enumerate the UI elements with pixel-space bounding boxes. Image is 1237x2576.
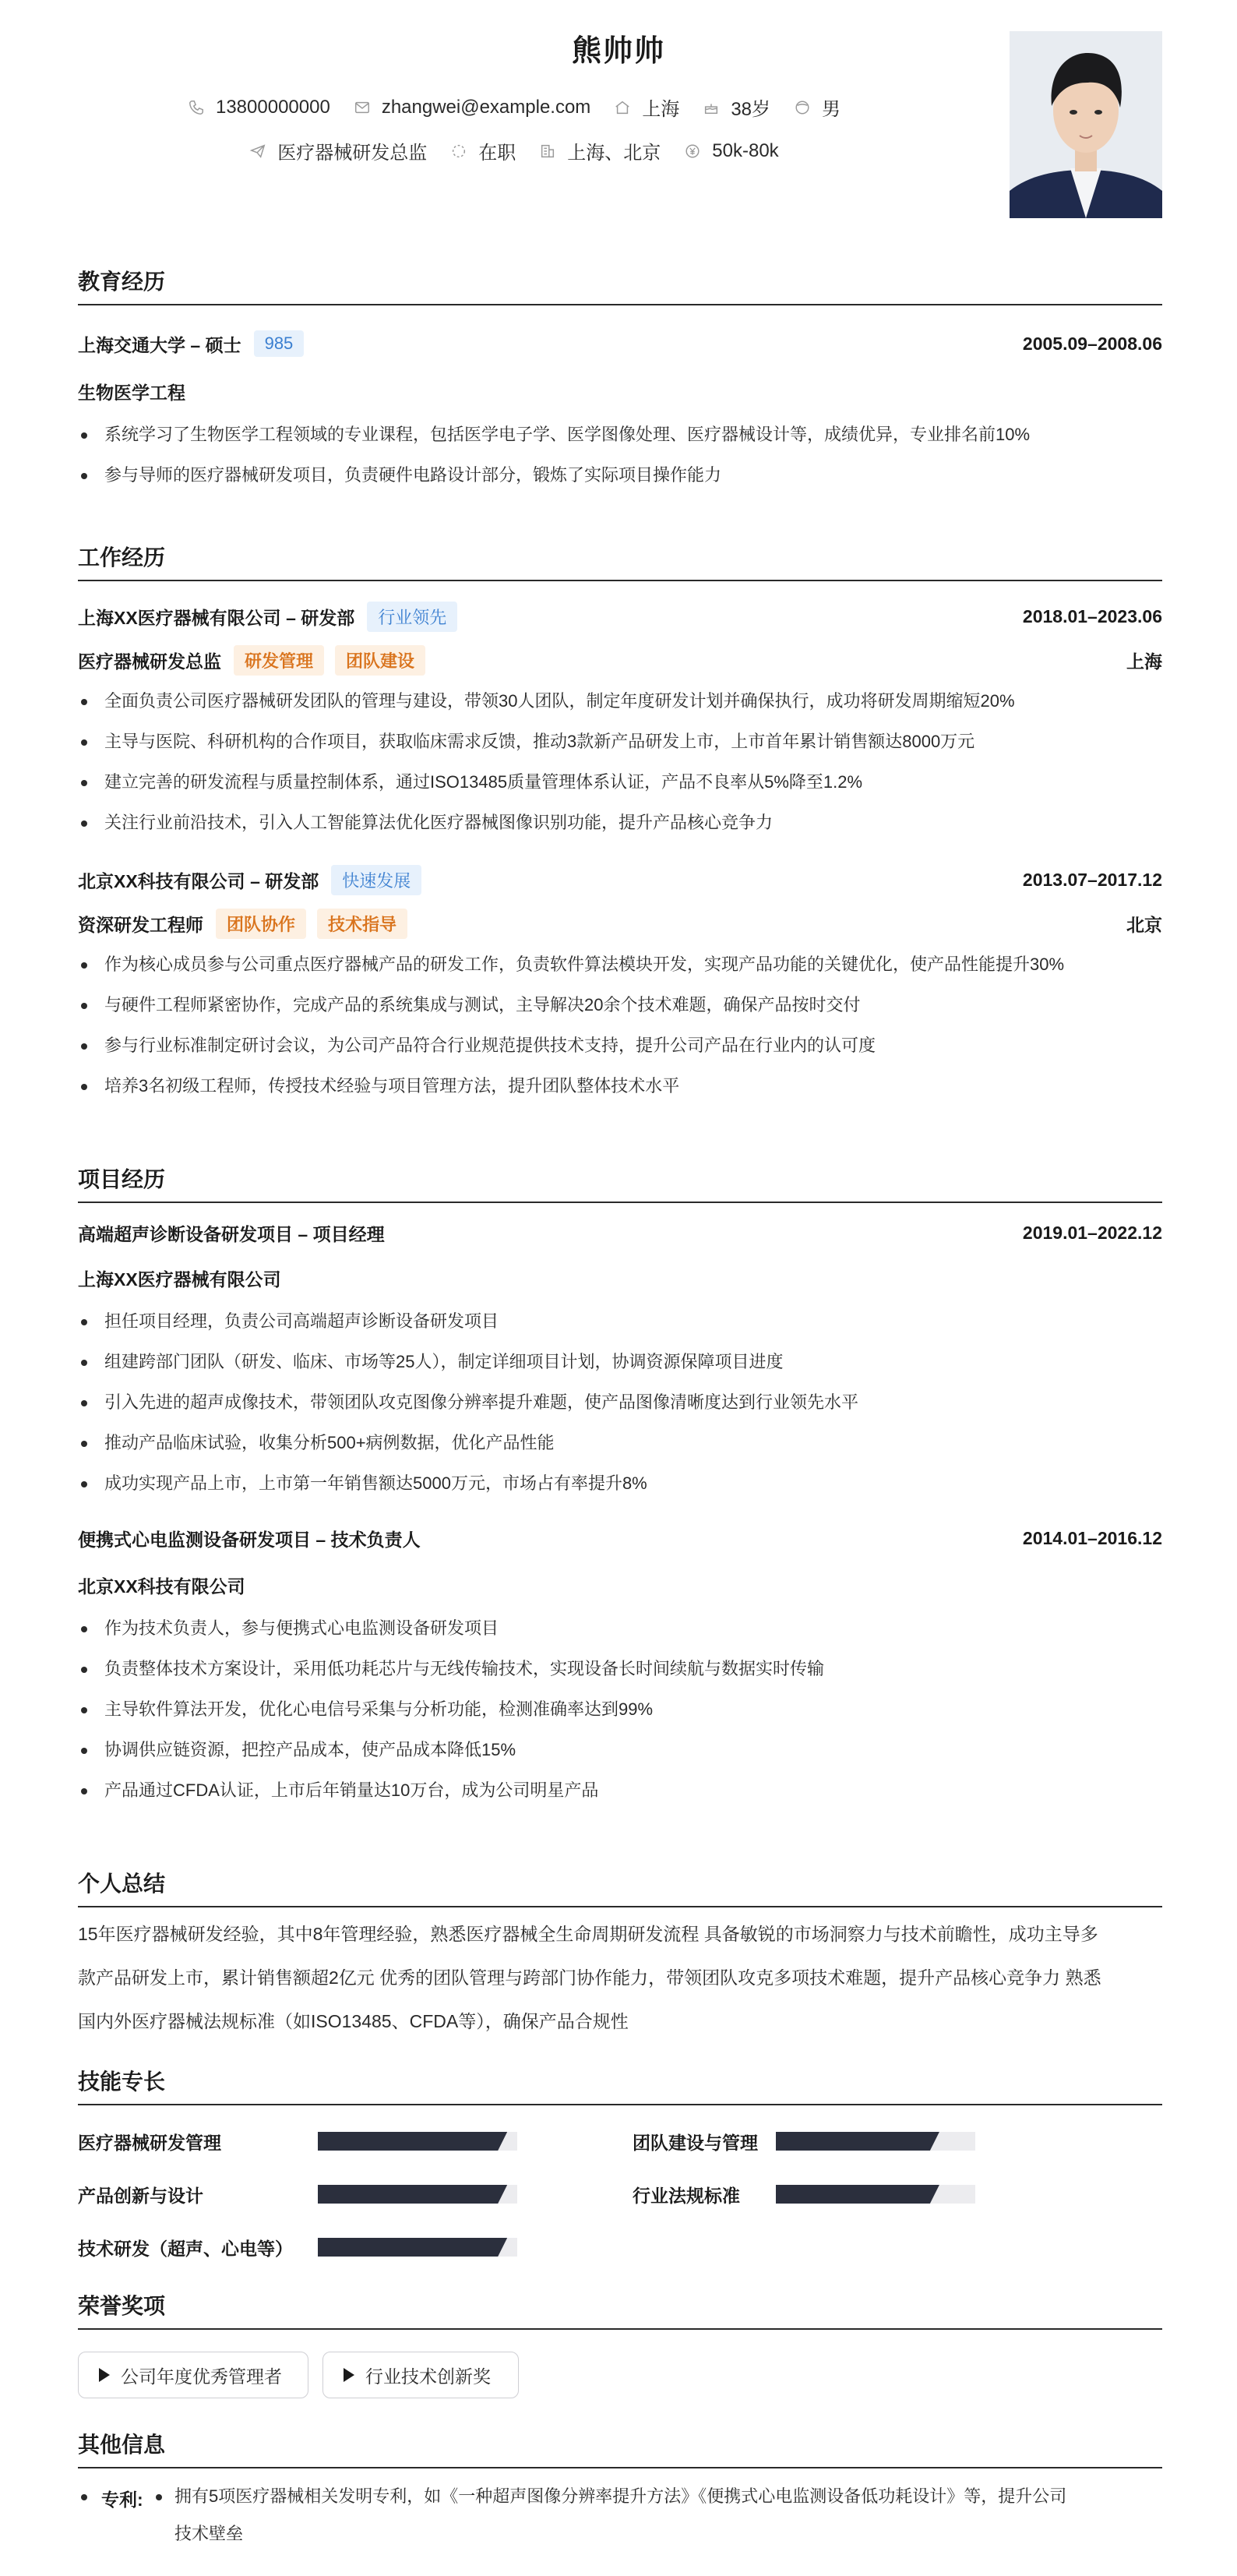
list-item: 培养3名初级工程师，传授技术经验与项目管理方法，提升团队整体技术水平 <box>78 1074 1162 1099</box>
building-icon <box>539 143 556 160</box>
skill-name: 医疗器械研发管理 <box>78 2133 221 2153</box>
job-role-row <box>78 645 1162 676</box>
list-item: 组建跨部门团队（研发、临床、市场等25人），制定详细项目计划，协调资源保障项目进度 <box>78 1350 1162 1374</box>
company-name: 北京XX科技有限公司 – 研发部 <box>78 871 319 891</box>
role-tag: 技术指导 <box>317 909 407 939</box>
position-text: 医疗器械研发总监 <box>277 143 428 164</box>
company-name: 上海XX医疗器械有限公司 – 研发部 <box>78 608 355 628</box>
target-city-item <box>539 137 661 164</box>
education-period: 2005.09–2008.06 <box>1022 333 1162 354</box>
honor-text: 行业技术创新奖 <box>365 2366 491 2387</box>
summary-line: 款产品研发上市，累计销售额超2亿元 优秀的团队管理与跨部门协作能力，带领团队攻克多项技术难题，提升产品核心竞争力 熟悉 <box>78 1967 1101 1988</box>
honor-badge <box>322 2352 519 2398</box>
skill-bar <box>318 2185 517 2204</box>
list-item: 推动产品临床试验，收集分析500+病例数据，优化产品性能 <box>78 1431 1162 1456</box>
summary-section <box>78 1867 1162 2054</box>
education-title: 教育经历 <box>78 265 1162 305</box>
education-section <box>78 265 1162 499</box>
list-item: 协调供应链资源，把控产品成本，使产品成本降低15% <box>78 1738 1162 1763</box>
project-period: 2014.01–2016.12 <box>1022 1528 1162 1548</box>
candidate-name: 熊帅帅 <box>571 35 665 68</box>
skill-fill <box>318 2132 507 2151</box>
profile-photo <box>1010 31 1162 218</box>
school-tag: 985 <box>254 330 305 357</box>
skill-name: 技术研发（超声、心电等） <box>78 2239 293 2259</box>
project-company-row <box>78 1265 1162 1291</box>
list-item: 作为技术负责人，参与便携式心电监测设备研发项目 <box>78 1616 1162 1641</box>
person-icon <box>794 99 811 116</box>
salary-text: 50k-80k <box>712 139 779 161</box>
work-title: 工作经历 <box>78 541 1162 581</box>
other-label: 专利: <box>101 2490 143 2510</box>
position-item <box>249 137 427 164</box>
email-text: zhangwei@example.com <box>381 96 591 118</box>
major-text: 生物医学工程 <box>78 383 185 403</box>
skill-fill <box>776 2185 939 2204</box>
other-title: 其他信息 <box>78 2428 1162 2468</box>
project-name: 高端超声诊断设备研发项目 – 项目经理 <box>78 1224 385 1244</box>
job-header-row <box>78 865 1162 895</box>
honor-text: 公司年度优秀管理者 <box>121 2366 282 2387</box>
job-role: 资深研发工程师 <box>78 915 203 935</box>
phone-icon <box>188 99 205 116</box>
honors-section <box>78 2289 1162 2414</box>
skills-section <box>78 2065 1162 2275</box>
list-item: 参与导师的医疗器械研发项目，负责硬件电路设计部分，锻炼了实际项目操作能力 <box>78 463 1162 488</box>
cake-icon <box>703 99 720 116</box>
skill-fill <box>776 2132 939 2151</box>
other-line: 技术壁垒 <box>174 2524 244 2543</box>
summary-line: 国内外医疗器械法规标准（如ISO13485、CFDA等），确保产品合规性 <box>78 2011 629 2031</box>
project-company: 上海XX医疗器械有限公司 <box>78 1269 281 1290</box>
project-period: 2019.01–2022.12 <box>1022 1223 1162 1243</box>
projects-section <box>78 1163 1162 1825</box>
phone-item <box>188 97 330 118</box>
resume-header <box>0 0 1237 226</box>
list-item: 建立完善的研发流程与质量控制体系，通过ISO13485质量管理体系认证，产品不良率从5%降至1.2% <box>78 770 1162 795</box>
list-item: 负责整体技术方案设计，采用低功耗芯片与无线传输技术，实现设备长时间续航与数据实时传输 <box>78 1657 1162 1681</box>
list-item: 产品通过CFDA认证，上市后年销量达10万台，成为公司明星产品 <box>78 1778 1162 1803</box>
phone-text: 13800000000 <box>215 96 330 118</box>
list-item: 作为核心成员参与公司重点医疗器械产品的研发工作，负责软件算法模块开发，实现产品功能的关键优化，使产品性能提升30% <box>78 952 1162 977</box>
home-icon <box>614 99 631 116</box>
list-item: 参与行业标准制定研讨会议，为公司产品符合行业规范提供技术支持，提升公司产品在行业内的认可度 <box>78 1033 1162 1058</box>
project-header-row <box>78 1220 1162 1246</box>
list-item: 主导与医院、科研机构的合作项目，获取临床需求反馈，推动3款新产品研发上市，上市首年累计销售额达8000万元 <box>78 729 1162 754</box>
list-item: 主导软件算法开发，优化心电信号采集与分析功能，检测准确率达到99% <box>78 1697 1162 1722</box>
summary-title: 个人总结 <box>78 1867 1162 1907</box>
honor-badge <box>78 2352 308 2398</box>
company-tag: 行业领先 <box>367 602 457 632</box>
other-section <box>78 2428 1162 2568</box>
job-period: 2013.07–2017.12 <box>1022 870 1162 890</box>
other-line: 拥有5项医疗器械相关发明专利，如《一种超声图像分辨率提升方法》《便携式心电监测设备低功耗设计》等，提升公司 <box>174 2486 1067 2506</box>
skill-name: 行业法规标准 <box>633 2186 740 2206</box>
skill-bar <box>318 2238 517 2257</box>
education-header-row <box>78 330 1162 357</box>
job-city: 北京 <box>1126 915 1162 935</box>
bullet-dot <box>81 2494 87 2500</box>
skill-fill <box>318 2185 507 2204</box>
age-text: 38岁 <box>731 99 771 120</box>
honors-title: 荣誉奖项 <box>78 2289 1162 2330</box>
skills-title: 技能专长 <box>78 2065 1162 2105</box>
job-role: 医疗器械研发总监 <box>78 651 221 672</box>
role-tag: 研发管理 <box>234 645 324 676</box>
project-company-row <box>78 1572 1162 1598</box>
age-item <box>703 94 770 121</box>
skill-name: 产品创新与设计 <box>78 2186 203 2206</box>
major-row <box>78 379 1162 404</box>
project-company: 北京XX科技有限公司 <box>78 1576 245 1597</box>
school-name: 上海交通大学 – 硕士 <box>78 334 241 355</box>
loading-icon <box>450 143 467 160</box>
projects-title: 项目经历 <box>78 1163 1162 1203</box>
job-period: 2018.01–2023.06 <box>1022 606 1162 626</box>
list-item: 成功实现产品上市，上市第一年销售额达5000万元，市场占有率提升8% <box>78 1471 1162 1496</box>
list-item: 担任项目经理，负责公司高端超声诊断设备研发项目 <box>78 1309 1162 1334</box>
email-item <box>354 97 591 118</box>
role-tag: 团队建设 <box>335 645 425 676</box>
list-item: 系统学习了生物医学工程领域的专业课程，包括医学电子学、医学图像处理、医疗器械设计等，成绩优异，专业排名前10% <box>78 422 1162 447</box>
skill-fill <box>318 2238 507 2257</box>
status-text: 在职 <box>478 143 516 164</box>
status-item <box>450 137 516 164</box>
play-icon <box>99 2368 110 2382</box>
location-item <box>614 94 679 121</box>
list-item: 关注行业前沿技术，引入人工智能算法优化医疗器械图像识别功能，提升产品核心竞争力 <box>78 810 1162 835</box>
skill-bar <box>776 2185 975 2204</box>
send-icon <box>249 143 266 160</box>
target-city-text: 上海、北京 <box>567 143 661 164</box>
job-header-row <box>78 602 1162 632</box>
location-text: 上海 <box>642 99 680 120</box>
work-section <box>78 541 1162 1149</box>
bullet-dot <box>156 2494 162 2500</box>
list-item: 与硬件工程师紧密协作，完成产品的系统集成与测试，主导解决20余个技术难题，确保产品按时交付 <box>78 993 1162 1018</box>
salary-item <box>684 140 778 162</box>
project-name: 便携式心电监测设备研发项目 – 技术负责人 <box>78 1530 421 1550</box>
contact-row <box>93 94 935 121</box>
play-icon <box>344 2368 354 2382</box>
mail-icon <box>354 99 371 116</box>
gender-item <box>794 94 841 121</box>
company-tag: 快速发展 <box>331 865 421 895</box>
job-intent-row <box>93 137 935 164</box>
skill-bar <box>318 2132 517 2151</box>
skill-name: 团队建设与管理 <box>633 2133 758 2153</box>
summary-line: 15年医疗器械研发经验，其中8年管理经验，熟悉医疗器械全生命周期研发流程 具备敏锐的市场洞察力与技术前瞻性，成功主导多 <box>78 1924 1098 1944</box>
list-item: 引入先进的超声成像技术，带领团队攻克图像分辨率提升难题，使产品图像清晰度达到行业领先水平 <box>78 1390 1162 1415</box>
skill-bar <box>776 2132 975 2151</box>
gender-text: 男 <box>822 99 841 120</box>
project-header-row <box>78 1526 1162 1551</box>
job-city: 上海 <box>1126 651 1162 672</box>
role-tag: 团队协作 <box>216 909 306 939</box>
job-role-row <box>78 909 1162 939</box>
list-item: 全面负责公司医疗器械研发团队的管理与建设，带领30人团队，制定年度研发计划并确保执行，成功将研发周期缩短20% <box>78 689 1162 714</box>
yen-icon <box>684 143 701 160</box>
